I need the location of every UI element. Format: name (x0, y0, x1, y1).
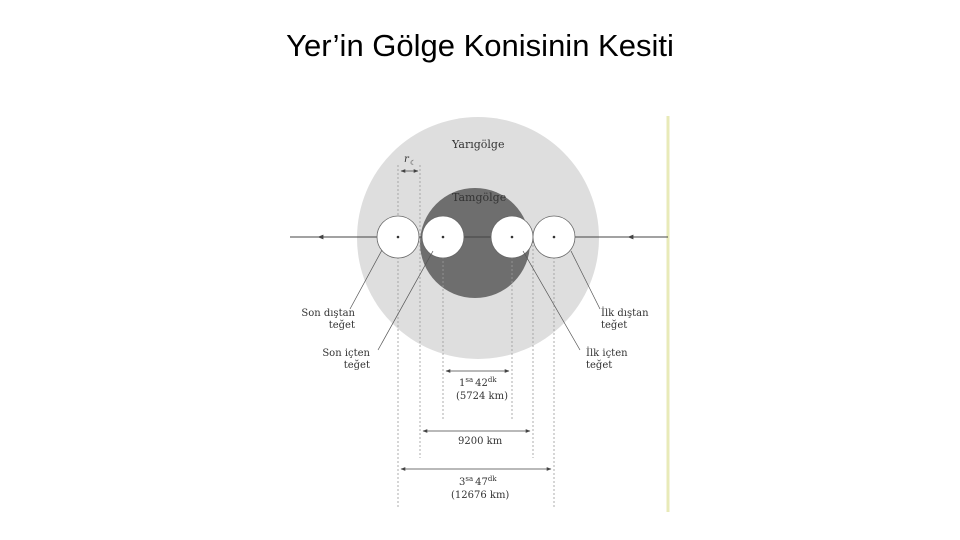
first-external-contact-label-1: İlk dıştan (601, 308, 649, 319)
totality-duration-label: $1^{sa}$ $42^{dk}$ (459, 376, 497, 389)
partial-distance-label: (12676 km) (451, 490, 510, 501)
totality-distance-label: (5724 km) (456, 391, 508, 402)
umbra-label: Tamgölge (452, 191, 507, 204)
slide-title: Yer’in Gölge Konisinin Kesiti (286, 28, 674, 63)
first-internal-contact-label-2: teğet (586, 360, 613, 371)
penumbra-label: Yarıgölge (452, 138, 505, 151)
moon-radius-subscript: ☾ (410, 159, 417, 167)
last-external-contact-label-2: teğet (328, 320, 355, 331)
partial-duration-label: $3^{sa}$ $47^{dk}$ (459, 475, 497, 488)
first-external-contact-label-2: teğet (601, 320, 628, 331)
umbra-width-label: 9200 km (458, 436, 503, 447)
last-internal-contact-label-1: Son içten (322, 348, 370, 359)
last-external-contact-label-1: Son dıştan (301, 308, 355, 319)
moon-radius-label: r (404, 154, 409, 165)
last-internal-contact-label-2: teğet (343, 360, 370, 371)
first-internal-contact-label-1: İlk içten (586, 348, 628, 359)
